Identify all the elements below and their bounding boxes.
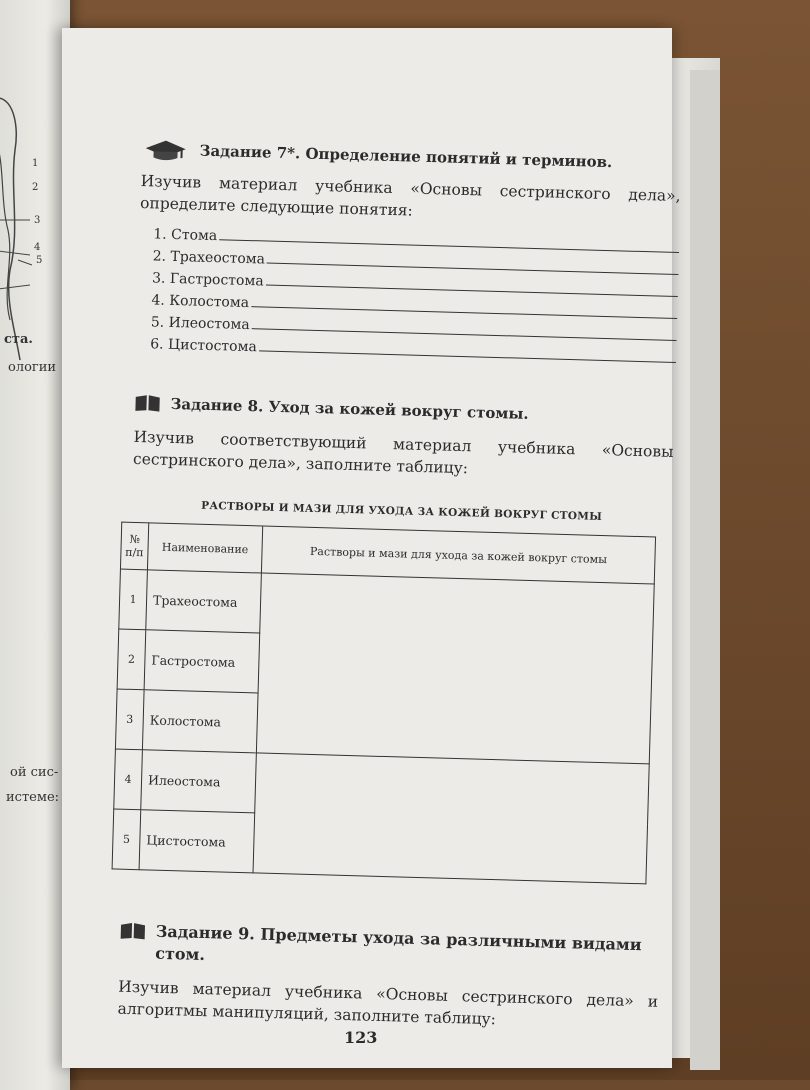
row-number: 1 — [119, 569, 148, 630]
row-name: Гастростома — [144, 630, 260, 693]
row-number: 2 — [117, 629, 146, 690]
column-header-name: Наименование — [147, 523, 262, 573]
task8-title: Задание 8. Уход за кожей вокруг стомы. — [170, 395, 529, 423]
column-header-number: № п/п — [120, 522, 148, 570]
row-number: 3 — [115, 689, 144, 750]
page-edges-inner — [690, 70, 720, 1070]
left-page-text-2: ологии — [8, 360, 56, 375]
definition-term: 6. Цистостома — [150, 336, 257, 355]
row-number: 5 — [112, 809, 141, 870]
definition-term: 1. Стома — [153, 226, 217, 244]
stoma-care-table — [112, 522, 657, 885]
row-name: Цистостома — [139, 810, 255, 873]
open-book-icon — [134, 394, 160, 413]
row-name: Илеостома — [141, 750, 257, 813]
left-page-text-4: истеме: — [6, 790, 59, 805]
figure-label-4: 4 — [34, 242, 40, 253]
figure-label-1: 1 — [32, 158, 38, 169]
row-number: 4 — [114, 749, 143, 810]
figure-label-2: 2 — [32, 182, 38, 193]
task7-heading — [141, 138, 681, 175]
definition-term: 5. Илеостома — [151, 314, 250, 333]
row-name: Трахеостома — [146, 570, 262, 633]
figure-label-3: 3 — [34, 215, 40, 226]
task8-instruction: Изучив соответствующий материал учебника «Основы сестринского дела», заполните таблицу: — [133, 426, 674, 485]
left-page-text-1: ста. — [4, 332, 33, 347]
answer-line[interactable] — [259, 350, 676, 363]
task8-heading — [134, 394, 674, 427]
open-book-icon — [120, 922, 146, 941]
task9-instruction: Изучив материал учебника «Основы сестринского дела» и алгоритмы манипуляций, заполните таблицу: — [117, 976, 658, 1035]
graduation-cap-icon — [141, 138, 190, 161]
task9-title: Задание 9. Предметы ухода за различными видами стом. — [155, 921, 660, 979]
page-number: 123 — [344, 1028, 377, 1047]
answer-cell-lower[interactable] — [253, 753, 649, 884]
table-title: РАСТВОРЫ И МАЗИ ДЛЯ УХОДА ЗА КОЖЕЙ ВОКРУГ СТОМЫ — [132, 498, 672, 525]
definition-term: 3. Гастростома — [152, 270, 264, 289]
column-header-solutions: Растворы и мази для ухода за кожей вокруг стомы — [261, 526, 655, 584]
book-page — [62, 28, 672, 1068]
left-page — [0, 0, 70, 1090]
definition-term: 2. Трахеостома — [152, 248, 265, 267]
left-page-text-3: ой сис- — [10, 765, 58, 780]
figure-label-5: 5 — [36, 255, 42, 266]
definition-list — [150, 220, 679, 367]
page-content — [117, 138, 681, 1035]
answer-cell-upper[interactable] — [256, 573, 654, 764]
task9-heading — [119, 920, 660, 979]
definition-term: 4. Колостома — [151, 292, 249, 311]
row-name: Колостома — [142, 690, 258, 753]
task7-instruction: Изучив материал учебника «Основы сестринского дела», определите следующие понятия: — [140, 170, 681, 229]
task7-title: Задание 7*. Определение понятий и терминов. — [199, 142, 612, 172]
